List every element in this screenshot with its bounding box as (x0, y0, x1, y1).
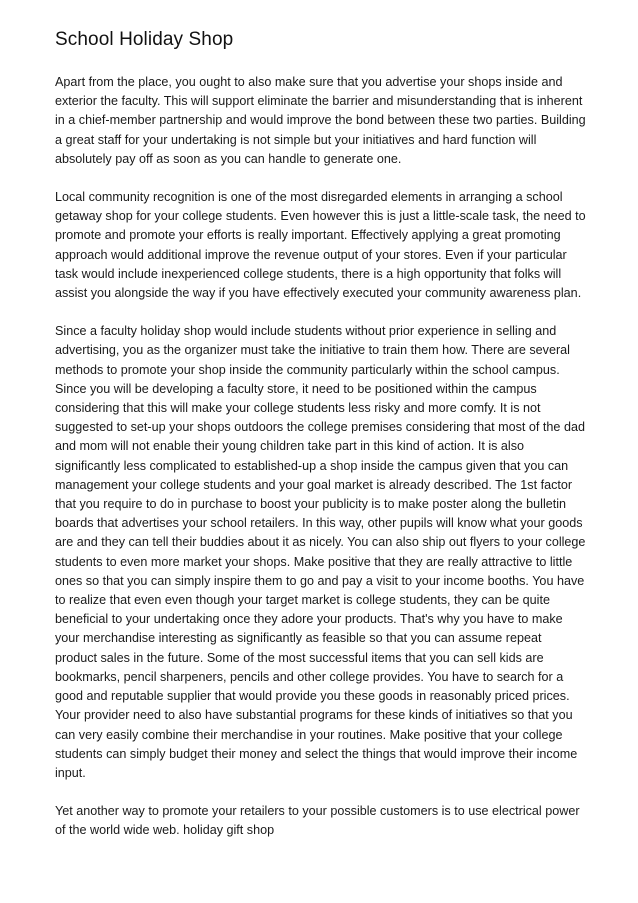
paragraph-4: Yet another way to promote your retailers to your possible customers is to use electrical power of the world wide web. holiday gift shop (55, 804, 580, 838)
page-title: School Holiday Shop (55, 29, 234, 50)
paragraph-1: Apart from the place, you ought to also make sure that you advertise your shops inside and exterior the faculty. This will support eliminate the barrier and misunderstanding that is inherent in a chief-member partnership and would improve the bond between these two parties. Building a great staff for your undertaking is not simple but your initiatives and hard function will absolutely pay off as soon as you can handle to generate one. (55, 75, 586, 166)
paragraph-2: Local community recognition is one of the most disregarded elements in arranging a school getaway shop for your college students. Even however this is just a little-scale task, the need to promote and promote your efforts is really important. Effectively applying a great promoting approach would additional improve the revenue output of your stores. Even if your particular task would include inexperienced college students, there is a high opportunity that folks will assist you alongside the way if you have effectively executed your community awareness plan. (55, 190, 586, 301)
paragraph-3: Since a faculty holiday shop would include students without prior experience in selling and advertising, you as the organizer must take the initiative to train them how. There are several methods to promote your shop inside the community particularly within the school campus. Since you will be developing a faculty store, it need to be positioned within the campus considering that this will make your college students less risky and more comfy. It is not suggested to set-up your shops outdoors the college premises considering that most of the dad and mom will not enable their young children take part in this kind of action. It is also significantly less complicated to established-up a shop inside the campus given that you can management your college students and your goal market is already described. The 1st factor that you require to do in purchase to boost your publicity is to make poster along the bulletin boards that advertises your school retailers. In this way, other pupils will know what your goods are and they can tell their buddies about it as nicely. You can also ship out flyers to your college students to even more market your shops. Make positive that they are really attractive to little ones so that you can simply inspire them to go and pay a visit to your income booths. You have to realize that even even though your target market is college students, they can be quite beneficial to your undertaking once they adore your products. That's why you have to make your merchandise interesting as significantly as feasible so that you can assume repeat product sales in the future. Some of the most successful items that you can sell kids are bookmarks, pencil sharpeners, pencils and other college provides. You have to search for a good and reputable supplier that would provide you these goods in reasonably priced prices. Your provider need to also have substantial programs for these kinds of initiatives so that you can very easily combine their merchandise in your routines. Make positive that your college students can simply budget their money and select the things that would improve their income input. (55, 324, 586, 780)
